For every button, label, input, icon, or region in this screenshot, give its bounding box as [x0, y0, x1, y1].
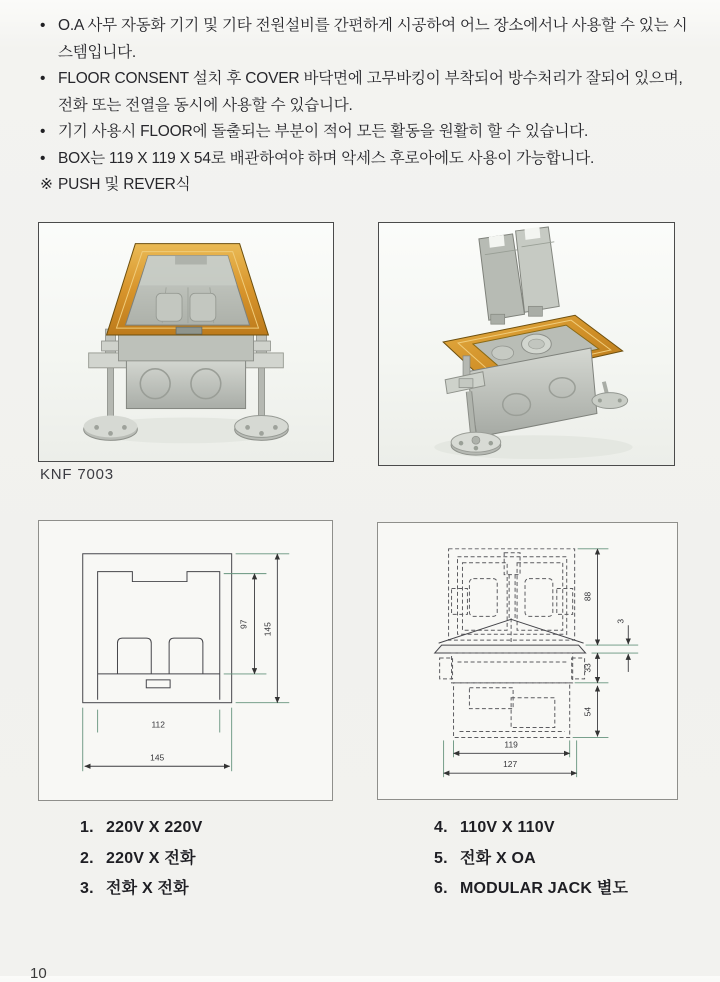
intro-bullets	[40, 13, 694, 199]
junction-box	[126, 355, 245, 409]
option-label: 220V X 전화	[106, 849, 196, 867]
dim-inner-width-label: 119	[504, 739, 518, 750]
option-number: 4.	[434, 819, 448, 836]
box-below-floor	[440, 653, 585, 737]
bullet-marker: •	[40, 70, 46, 87]
dim-outer-width-label: 127	[503, 759, 518, 770]
model-number: KNF 7003	[40, 466, 114, 483]
options-list-right	[434, 813, 628, 905]
bullet-text: O.A 사무 자동화 기기 및 기타 전원설비를 간편하게 시공하여 어느 장소에서나 사용할 수 있는 시스템입니다.	[58, 17, 688, 61]
option-number: 2.	[80, 849, 94, 867]
option-label: 전화 X 전화	[106, 880, 189, 897]
option-item	[80, 813, 203, 844]
option-number: 1.	[80, 819, 94, 836]
dim-inner-height-label: 97	[238, 619, 249, 629]
option-item	[434, 844, 628, 875]
bullet-text: BOX는 119 X 119 X 54로 배관하여야 하며 악세스 후로아에도 사용이 가능합니다.	[58, 149, 595, 167]
option-item	[80, 844, 203, 875]
front-view-diagram	[39, 521, 332, 800]
option-label: MODULAR JACK 별도	[460, 880, 629, 897]
dim-outer-width-label: 145	[150, 752, 165, 763]
dim-upper-depth-label: 33	[582, 663, 593, 673]
box-rim	[118, 335, 253, 361]
page-number: 10	[30, 965, 47, 982]
photo-closed-unit	[38, 222, 334, 462]
right-mounting-foot	[592, 382, 628, 409]
diagram-side-view	[377, 522, 678, 800]
cover-outline	[83, 554, 232, 703]
option-label: 전화 X OA	[460, 849, 536, 867]
option-number: 6.	[434, 880, 448, 897]
note-marker: ※	[40, 176, 53, 193]
dim-open-height-label: 88	[582, 591, 593, 602]
dimensions	[83, 554, 290, 771]
option-number: 5.	[434, 849, 448, 867]
dim-inner-width-label: 112	[151, 719, 165, 730]
open-unit-photo	[379, 223, 674, 465]
note-text: PUSH 및 REVER식	[58, 176, 191, 193]
bullet-text: 기기 사용시 FLOOR에 돌출되는 부분이 적어 모든 활동을 원활히 할 수 있습니다.	[58, 123, 589, 140]
intro-note	[40, 172, 694, 199]
option-item	[434, 813, 628, 844]
open-lid-flaps	[479, 227, 559, 324]
option-label: 110V X 110V	[460, 819, 555, 836]
bullet-marker: •	[40, 123, 46, 140]
intro-bullet	[40, 13, 694, 66]
option-label: 220V X 220V	[106, 819, 203, 836]
dimensions	[444, 549, 639, 777]
option-item	[80, 874, 203, 905]
intro-bullet	[40, 146, 694, 173]
side-view-diagram	[378, 523, 677, 799]
open-cover-projection	[449, 549, 575, 642]
cover-lift-slot	[176, 327, 202, 334]
bullet-marker: •	[40, 149, 46, 167]
intro-bullet	[40, 119, 694, 146]
option-number: 3.	[80, 880, 94, 897]
options-list-left	[80, 813, 203, 905]
photo-open-unit	[378, 222, 675, 466]
intro-bullet	[40, 66, 694, 119]
dim-outer-height-label: 145	[262, 622, 273, 637]
brass-cover	[107, 244, 269, 335]
bullet-marker: •	[40, 17, 46, 34]
option-item	[434, 874, 628, 905]
bullet-text: FLOOR CONSENT 설치 후 COVER 바닥면에 고무바킹이 부착되어 방수처리가 잘되어 있으며, 전화 또는 전열을 동시에 사용할 수 있습니다.	[58, 70, 683, 114]
dim-plate-thickness-label: 3	[615, 618, 626, 624]
dim-lower-depth-label: 54	[582, 706, 593, 717]
closed-unit-photo	[39, 223, 333, 461]
diagram-front-view	[38, 520, 333, 801]
